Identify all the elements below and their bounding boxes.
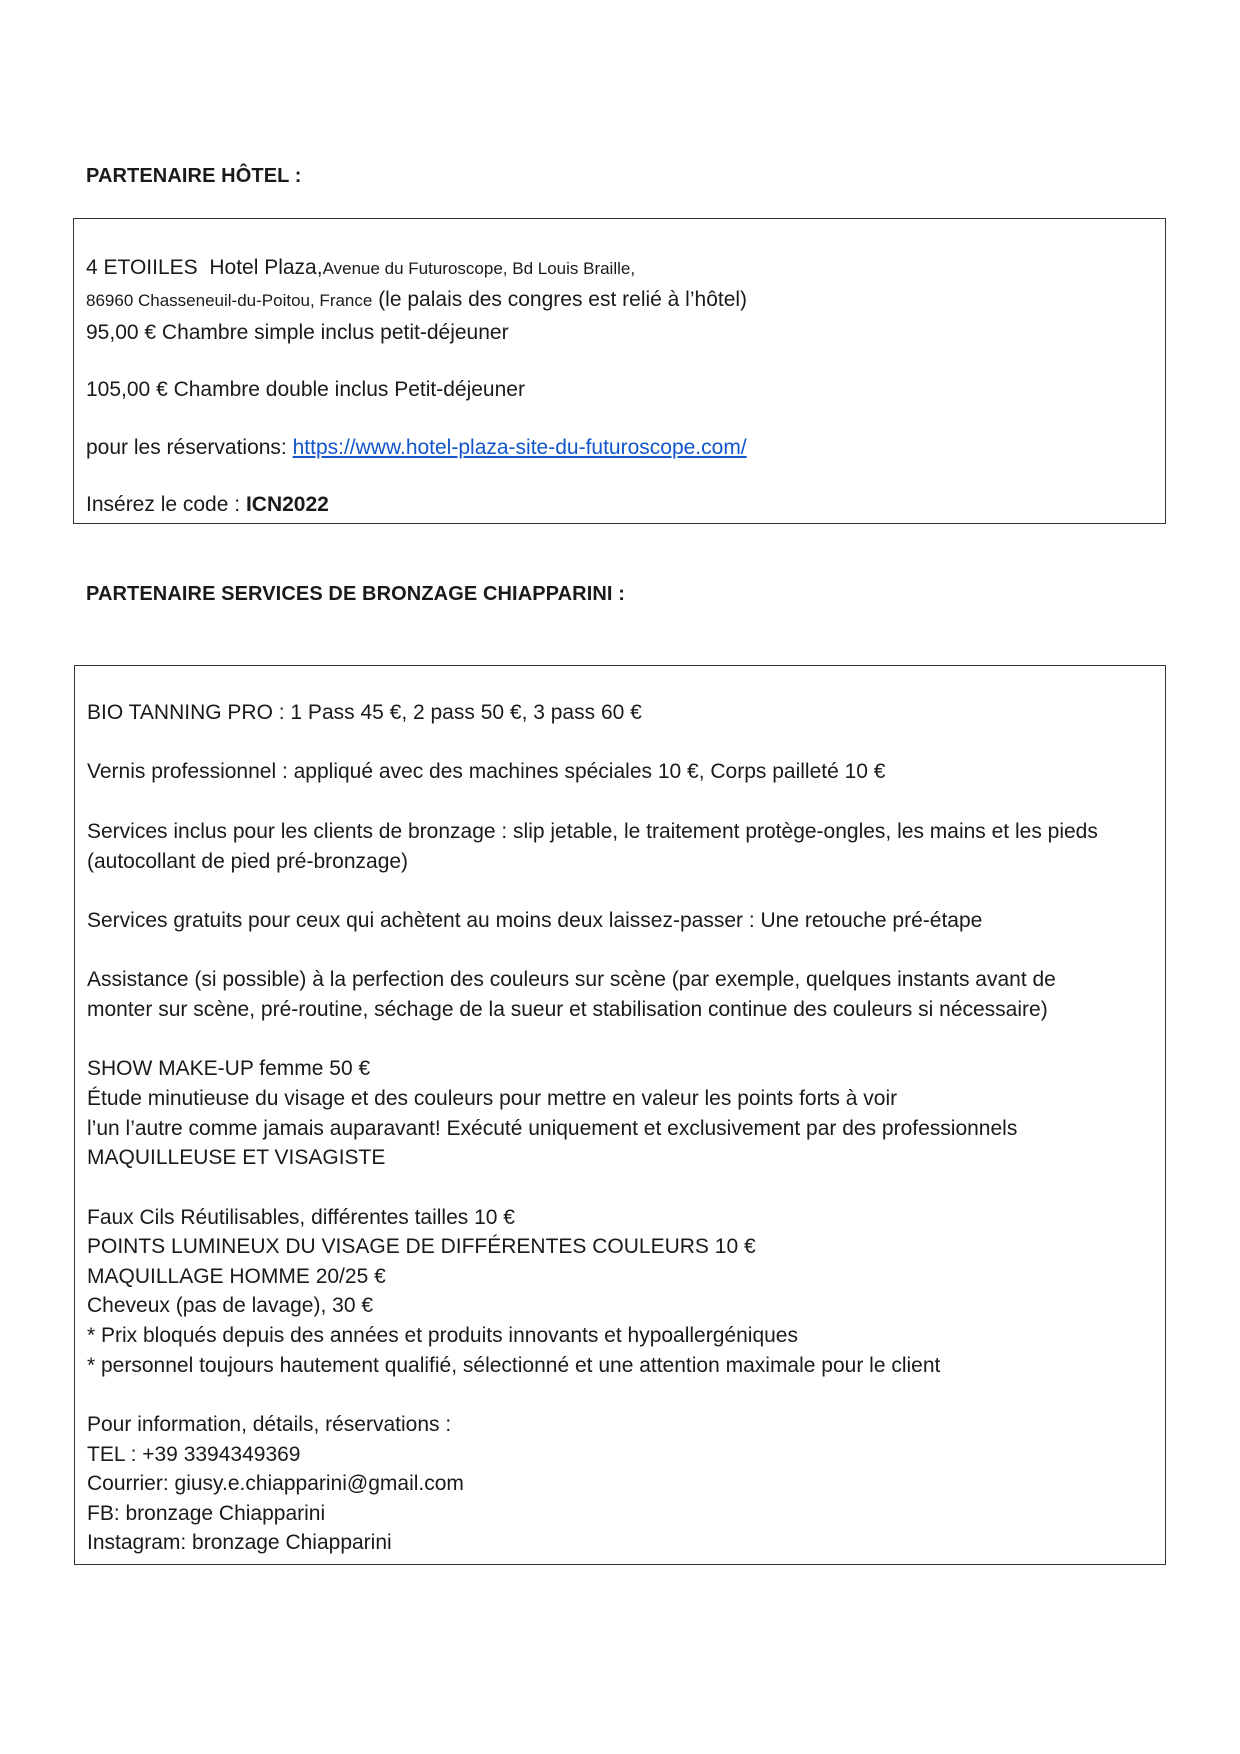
tanning-phone: TEL : +39 3394349369 [87, 1443, 301, 1466]
tanning-line: monter sur scène, pré-routine, séchage de la sueur et stabilisation continue des couleurs si nécessaire) [87, 998, 1048, 1021]
tanning-line: SHOW MAKE-UP femme 50 € [87, 1057, 371, 1080]
hotel-single-room: 95,00 € Chambre simple inclus petit-déjeuner [86, 321, 509, 344]
hotel-reservation-link[interactable]: https://www.hotel-plaza-site-du-futuroscope.com/ [292, 436, 747, 459]
hotel-reservation-label: pour les réservations: [86, 436, 287, 459]
hotel-code-value: ICN2022 [245, 493, 329, 516]
hotel-line-name [86, 256, 635, 280]
tanning-line: BIO TANNING PRO : 1 Pass 45 €, 2 pass 50 €, 3 pass 60 € [87, 701, 642, 724]
tanning-line: POINTS LUMINEUX DU VISAGE DE DIFFÉRENTES COULEURS 10 € [87, 1235, 756, 1258]
hotel-congress-note: (le palais des congres est relié à l’hôtel) [378, 288, 748, 311]
tanning-email: Courrier: giusy.e.chiapparini@gmail.com [87, 1472, 464, 1495]
tanning-line: Services inclus pour les clients de bronzage : slip jetable, le traitement protège-ongles, les mains et les pieds [87, 820, 1098, 843]
hotel-name: Hotel Plaza, [209, 256, 323, 279]
tanning-line: Vernis professionnel : appliqué avec des machines spéciales 10 €, Corps pailleté 10 € [87, 760, 886, 783]
tanning-line: Cheveux (pas de lavage), 30 € [87, 1294, 374, 1317]
hotel-line-address [86, 288, 747, 312]
tanning-instagram: Instagram: bronzage Chiapparini [87, 1531, 392, 1554]
tanning-line: * personnel toujours hautement qualifié, sélectionné et une attention maximale pour le client [87, 1354, 941, 1377]
tanning-line: (autocollant de pied pré-bronzage) [87, 850, 409, 873]
hotel-double-room: 105,00 € Chambre double inclus Petit-déjeuner [86, 378, 525, 401]
tanning-line: MAQUILLEUSE ET VISAGISTE [87, 1146, 386, 1169]
tanning-line: Services gratuits pour ceux qui achètent au moins deux laissez-passer : Une retouche pré-étape [87, 909, 983, 932]
tanning-line: Assistance (si possible) à la perfection des couleurs sur scène (par exemple, quelques instants avant de [87, 968, 1056, 991]
hotel-code-line [86, 493, 329, 517]
hotel-stars: 4 ETOIILES [86, 256, 198, 279]
tanning-line: * Prix bloqués depuis des années et produits innovants et hypoallergéniques [87, 1324, 798, 1347]
tanning-line: Étude minutieuse du visage et des couleurs pour mettre en valeur les points forts à voir [87, 1087, 898, 1110]
hotel-address-1: Avenue du Futuroscope, Bd Louis Braille, [322, 259, 636, 278]
tanning-section-title: PARTENAIRE SERVICES DE BRONZAGE CHIAPPARINI : [86, 583, 626, 605]
tanning-line: l’un l’autre comme jamais auparavant! Exécuté uniquement et exclusivement par des professionnels [87, 1117, 1018, 1140]
tanning-line: MAQUILLAGE HOMME 20/25 € [87, 1265, 386, 1288]
hotel-section-title: PARTENAIRE HÔTEL : [86, 165, 302, 187]
hotel-reservation-line [86, 436, 747, 460]
hotel-code-label: Insérez le code : [86, 493, 241, 516]
tanning-line: Pour information, détails, réservations : [87, 1413, 452, 1436]
tanning-line: Faux Cils Réutilisables, différentes tailles 10 € [87, 1206, 515, 1229]
hotel-address-2: 86960 Chasseneuil-du-Poitou, France [86, 291, 373, 310]
tanning-facebook: FB: bronzage Chiapparini [87, 1502, 326, 1525]
